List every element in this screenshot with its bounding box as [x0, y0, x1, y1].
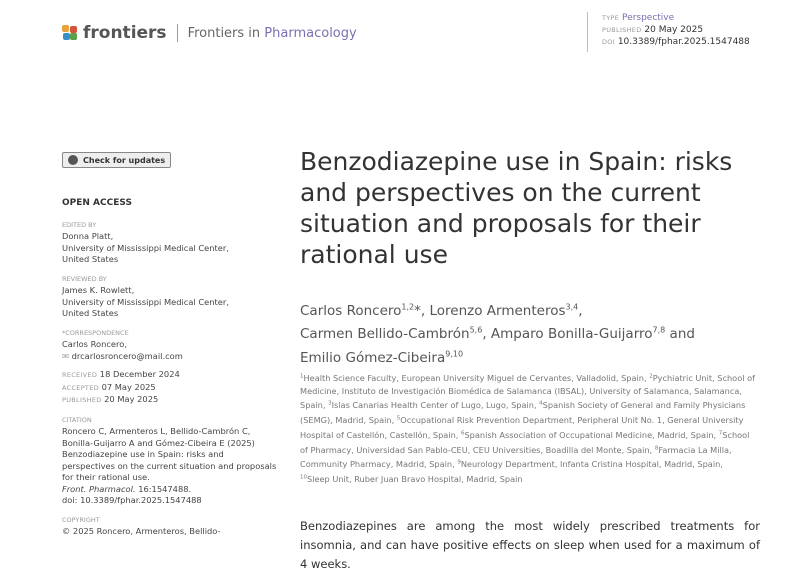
sidebar: [62, 198, 277, 538]
affiliations: [300, 370, 755, 486]
doi-link[interactable]: 10.3389/fphar.2025.1547488: [617, 37, 750, 47]
type-label: TYPE: [602, 14, 620, 22]
affiliation-text: Occupational Risk Prevention Department, Peripheral Unit No. 1, General University Hospital of Castellón, Castellón, Spain,: [300, 415, 744, 440]
reviewed-by-label: REVIEWED BY: [62, 274, 107, 283]
frontiers-logo[interactable]: [62, 23, 357, 43]
article-title: Benzodiazepine use in Spain: risks and perspectives on the current situation and proposals for their rational use: [300, 147, 733, 269]
author-sep: and: [665, 326, 695, 342]
author[interactable]: [300, 303, 430, 319]
author-sup: 1,2: [401, 302, 415, 311]
citation-doi[interactable]: doi: 10.3389/fphar.2025.1547488: [62, 495, 202, 505]
published-label-side: PUBLISHED: [62, 396, 102, 404]
received-date: 18 December 2024: [99, 369, 180, 379]
abstract-text: Benzodiazepines are among the most widely prescribed treatments for insomnia, and can have positive effects on sleep when used for a maximum of 4 weeks.: [300, 519, 760, 571]
author-name: Amparo Bonilla-Guijarro: [490, 326, 653, 342]
published-date-side: 20 May 2025: [104, 394, 159, 404]
check-for-updates-button[interactable]: [62, 152, 171, 168]
editor-country: United States: [62, 254, 119, 264]
frontiers-logo-icon: [62, 25, 78, 41]
citation-journal: Front. Pharmacol.: [62, 483, 136, 494]
author-name: Carlos Roncero: [300, 302, 402, 319]
affiliation-number: 3: [328, 400, 332, 407]
author-sup: 3,4: [565, 302, 579, 311]
doi-label: DOI: [602, 38, 615, 46]
affiliation-text: School of Pharmacy, Universidad San Pablo-CEU, CEU Universities, Boadilla del Monte, Spain,: [300, 429, 750, 455]
author[interactable]: [491, 326, 695, 342]
journal-prefix: Frontiers in: [187, 25, 265, 41]
affiliation-text: Health Science Faculty, European University Miguel de Cervantes, Valladolid, Spain,: [303, 372, 650, 383]
reviewer-name: James K. Rowlett,: [62, 285, 135, 295]
affiliation: [300, 474, 523, 484]
author-sep: *,: [414, 302, 430, 319]
affiliation-text: Farmacia La Milla, Community Pharmacy, Madrid, Spain,: [300, 444, 732, 470]
affiliation-text: Pychiatric Unit, School of Medicine, Instituto de Investigación Biomédica de Salamanca (IBSAL), University of Salamanca, Salamanca, Spain,: [300, 372, 755, 411]
copyright-label: COPYRIGHT: [62, 515, 100, 524]
accepted-date: 07 May 2025: [101, 381, 156, 392]
article-meta: [587, 12, 750, 52]
received-label: RECEIVED: [62, 371, 98, 379]
correspondence-email[interactable]: [62, 351, 277, 363]
citation-label: CITATION: [62, 415, 92, 424]
affiliation: [461, 430, 719, 440]
email-text: drcarlosroncero@mail.com: [71, 350, 183, 361]
author-name: Lorenzo Armenteros: [429, 302, 566, 319]
affiliation-number: 4: [539, 400, 543, 407]
reviewer-country: United States: [62, 308, 119, 318]
citation-text: Roncero C, Armenteros L, Bellido-Cambrón C, Bonilla-Guijarro A and Gómez-Cibeira E (2025) Benzodiazepine use in Spain: risks and perspectives on the current situation and proposals for their rational use.: [62, 426, 277, 482]
author[interactable]: [430, 303, 583, 319]
editor-name: Donna Platt,: [62, 231, 114, 241]
affiliation-text: Spanish Society of General and Family Physicians (SEMG), Madrid, Spain,: [300, 400, 746, 426]
affiliation-number: 1: [300, 373, 304, 379]
affiliation-number: 5: [396, 415, 401, 422]
affiliation: [300, 373, 649, 383]
affiliation-number: 10: [300, 474, 307, 481]
published-date: 20 May 2025: [644, 25, 704, 35]
edited-by-label: EDITED BY: [62, 220, 97, 229]
author[interactable]: [300, 350, 463, 366]
article-type: Perspective: [622, 13, 675, 23]
affiliation-number: 9: [457, 459, 461, 466]
update-icon: [68, 155, 78, 165]
affiliation-number: 8: [654, 444, 659, 451]
affiliation-text: Islas Canarias Health Center of Lugo, Lugo, Spain,: [331, 400, 540, 411]
citation-volume: 16:1547488.: [135, 483, 192, 494]
check-updates-label: Check for updates: [83, 155, 166, 165]
author-list: [300, 297, 760, 368]
affiliation: [457, 459, 723, 469]
copyright-text: © 2025 Roncero, Armenteros, Bellido-: [62, 526, 221, 536]
open-access: OPEN ACCESS: [62, 198, 132, 208]
affiliation-number: 2: [649, 373, 653, 379]
affiliation-text: Neurology Department, Infanta Cristina Hospital, Madrid, Spain,: [460, 459, 723, 470]
affiliation-number: 7: [718, 430, 723, 437]
correspondence-label: *CORRESPONDENCE: [62, 328, 129, 337]
accepted-label: ACCEPTED: [62, 383, 99, 392]
journal-highlight: Pharmacology: [264, 25, 357, 41]
author[interactable]: [300, 326, 491, 342]
author-sup: 7,8: [652, 325, 666, 335]
journal-name[interactable]: [188, 26, 357, 41]
email-icon: ✉: [62, 350, 72, 361]
divider: [177, 24, 178, 42]
affiliation-number: 6: [460, 430, 465, 437]
author-sup: 5,6: [469, 325, 483, 335]
published-label: PUBLISHED: [602, 26, 642, 34]
brand-name: frontiers: [83, 23, 167, 43]
affiliation-text: Sleep Unit, Ruber Juan Bravo Hospital, Madrid, Spain: [307, 474, 523, 485]
author-name: Emilio Gómez-Cibeira: [300, 349, 446, 366]
reviewer-affiliation: University of Mississippi Medical Center,: [62, 296, 229, 307]
affiliation-text: Spanish Association of Occupational Medicine, Madrid, Spain,: [464, 429, 719, 440]
correspondence-name: Carlos Roncero,: [62, 339, 127, 349]
author-sep: ,: [482, 326, 491, 342]
author-sep: ,: [578, 302, 583, 319]
editor-affiliation: University of Mississippi Medical Center,: [62, 242, 229, 253]
author-sup: 9,10: [445, 349, 464, 358]
affiliation: [328, 400, 539, 410]
author-name: Carmen Bellido-Cambrón: [300, 326, 470, 342]
